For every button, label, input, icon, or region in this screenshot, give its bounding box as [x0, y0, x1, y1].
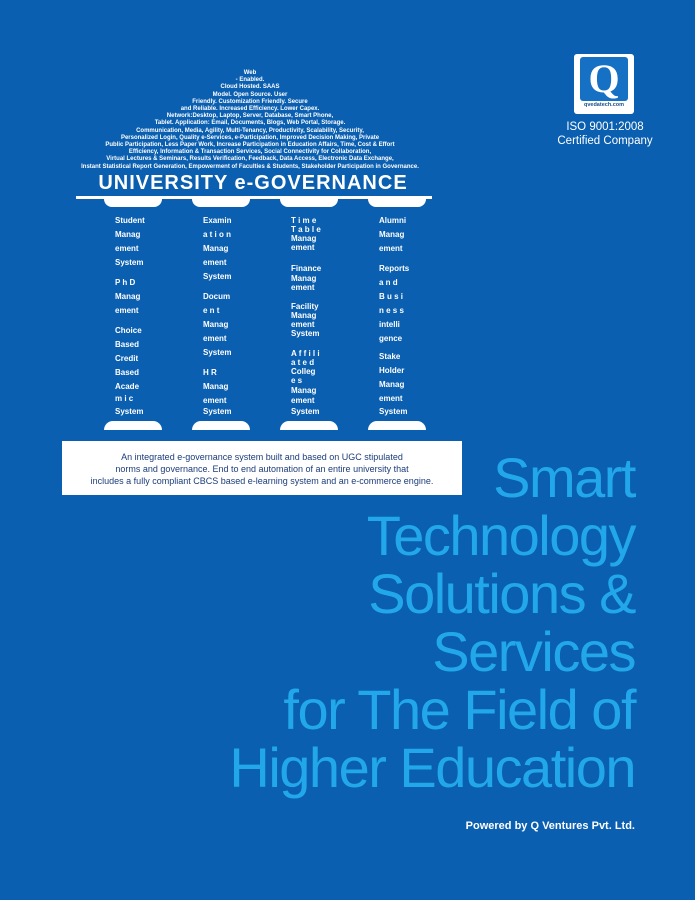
roof-line: Network:Desktop, Laptop, Server, Database, Smart Phone, — [166, 113, 334, 120]
column-text: e s — [291, 376, 303, 385]
roof-line: Tablet. Application: Email, Documents, Blogs, Web Portal, Storage. — [154, 120, 346, 127]
column-text: a t i o n — [203, 230, 231, 239]
column-capital — [368, 199, 426, 207]
column-text: Based — [115, 340, 140, 349]
column-text: Examin — [203, 216, 232, 225]
column-timetable-finance-facility — [291, 212, 351, 417]
roof-line: Instant Statistical Report Generation, Empowerment of Faculties & Students, Stakeholder Participation in Governance. — [81, 163, 419, 170]
column-text: Finance — [291, 264, 322, 273]
roof-text-pyramid — [60, 70, 440, 171]
column-text: System — [291, 407, 320, 416]
column-text: n e s s — [379, 306, 404, 315]
column-text: gence — [379, 334, 403, 343]
column-text: System — [203, 348, 232, 357]
column-capital — [104, 199, 162, 207]
column-text: Holder — [379, 366, 405, 375]
column-text: Manag — [379, 230, 405, 239]
column-capital — [192, 199, 250, 207]
iso-line-2: Certified Company — [557, 135, 653, 147]
column-student-phd-cbcs — [115, 212, 175, 417]
column-text: Colleg — [291, 367, 316, 376]
column-text: intelli — [379, 320, 400, 329]
roof-line: Efficiency, Information & Transaction Services, Social Connectivity for Collaboration, — [128, 149, 372, 156]
column-text: Stake — [379, 352, 401, 361]
column-text: ement — [115, 306, 139, 315]
column-text: Reports — [379, 264, 410, 273]
column-text: Manag — [291, 386, 317, 395]
headline-line: Smart — [493, 446, 635, 509]
column-text: ement — [203, 396, 227, 405]
column-text: Choice — [115, 326, 142, 335]
column-text: Manag — [291, 234, 317, 243]
column-text: Alumni — [379, 216, 407, 225]
column-text: System — [203, 272, 232, 281]
column-text: ement — [291, 283, 315, 292]
column-text: System — [115, 407, 144, 416]
column-text: Based — [115, 368, 140, 377]
headline — [75, 446, 635, 799]
headline-line: Services — [432, 620, 635, 683]
column-text: Facility — [291, 302, 319, 311]
column-text: Docum — [203, 292, 231, 301]
roof-line: Cloud Hosted. SAAS — [220, 84, 280, 91]
column-base — [192, 421, 250, 430]
logo-url: qvedatech.com — [583, 102, 625, 108]
company-logo — [574, 54, 634, 114]
column-text: Acade — [115, 382, 140, 391]
column-capital — [280, 199, 338, 207]
headline-line: Solutions & — [368, 562, 635, 625]
roof-line: Virtual Lectures & Seminars, Results Verification, Feedback, Data Access, Electronic Data Exchange, — [106, 156, 394, 163]
column-text: Manag — [203, 382, 229, 391]
column-text: ement — [379, 244, 403, 253]
iso-line-1: ISO 9001:2008 — [566, 121, 644, 133]
roof-line: - Enabled. — [235, 77, 265, 84]
column-text: Manag — [115, 230, 141, 239]
column-text: ement — [203, 258, 227, 267]
column-text: ement — [115, 244, 139, 253]
university-egovernance-title: UNIVERSITY e-GOVERNANCE — [98, 172, 408, 194]
column-base — [280, 421, 338, 430]
roof-line: Model. Open Source. User — [212, 91, 288, 98]
column-base — [104, 421, 162, 430]
column-text: m i c — [115, 394, 134, 403]
column-text: Student — [115, 216, 145, 225]
column-text: Manag — [203, 244, 229, 253]
column-text: e n t — [203, 306, 220, 315]
description-line: An integrated e-governance system built and based on UGC stipulated — [121, 452, 403, 462]
column-text: Manag — [291, 311, 317, 320]
column-text: A f f i l i — [291, 349, 320, 358]
roof-line: and Reliable. Increased Efficiency. Lower Capex. — [180, 106, 320, 113]
column-text: T i m e — [291, 216, 317, 225]
headline-line: for The Field of — [283, 678, 635, 741]
column-exam-doc-hr — [203, 212, 263, 417]
column-alumni-reports-stakeholder — [379, 212, 439, 417]
roof-line: Web — [243, 70, 257, 76]
column-text: Manag — [203, 320, 229, 329]
column-text: ement — [379, 394, 403, 403]
column-text: ement — [291, 243, 315, 252]
column-base — [368, 421, 426, 430]
description-line: norms and governance. End to end automation of an entire university that — [115, 464, 409, 474]
column-text: T a b l e — [291, 225, 321, 234]
column-text: B u s i — [379, 292, 404, 301]
column-text: H R — [203, 368, 217, 377]
column-text: Manag — [379, 380, 405, 389]
column-text: ement — [291, 320, 315, 329]
logo-letter: Q — [588, 56, 620, 101]
description-line: includes a fully compliant CBCS based e-learning system and an e-commerce engine. — [90, 476, 434, 486]
column-text: Manag — [115, 292, 141, 301]
roof-line: Public Participation, Less Paper Work, Increase Participation in Education Affairs, Time, Cost & Effort — [105, 142, 395, 149]
column-text: System — [115, 258, 144, 267]
column-text: a n d — [379, 278, 398, 287]
headline-line: Technology — [366, 504, 635, 567]
column-text: ement — [203, 334, 227, 343]
roof-line: Friendly. Customization Friendly. Secure — [192, 98, 308, 105]
column-text: ement — [291, 396, 315, 405]
q-logo-mark — [580, 57, 628, 101]
headline-line: Higher Education — [229, 736, 635, 799]
roof-line: Communication, Media, Agility, Multi-Tenancy, Productivity, Scalability, Security, — [136, 127, 364, 134]
column-text: Credit — [115, 354, 139, 363]
column-text: a t e d — [291, 358, 315, 367]
column-text: System — [291, 329, 320, 338]
powered-by: Powered by Q Ventures Pvt. Ltd. — [465, 820, 635, 832]
column-text: Manag — [291, 274, 317, 283]
roof-line: Personalized Login, Quality e-Services, e-Participation, Improved Decision Making, Private — [120, 134, 380, 141]
column-text: P h D — [115, 278, 136, 287]
iso-certification — [553, 120, 657, 148]
column-text: System — [379, 407, 408, 416]
column-text: System — [203, 407, 232, 416]
